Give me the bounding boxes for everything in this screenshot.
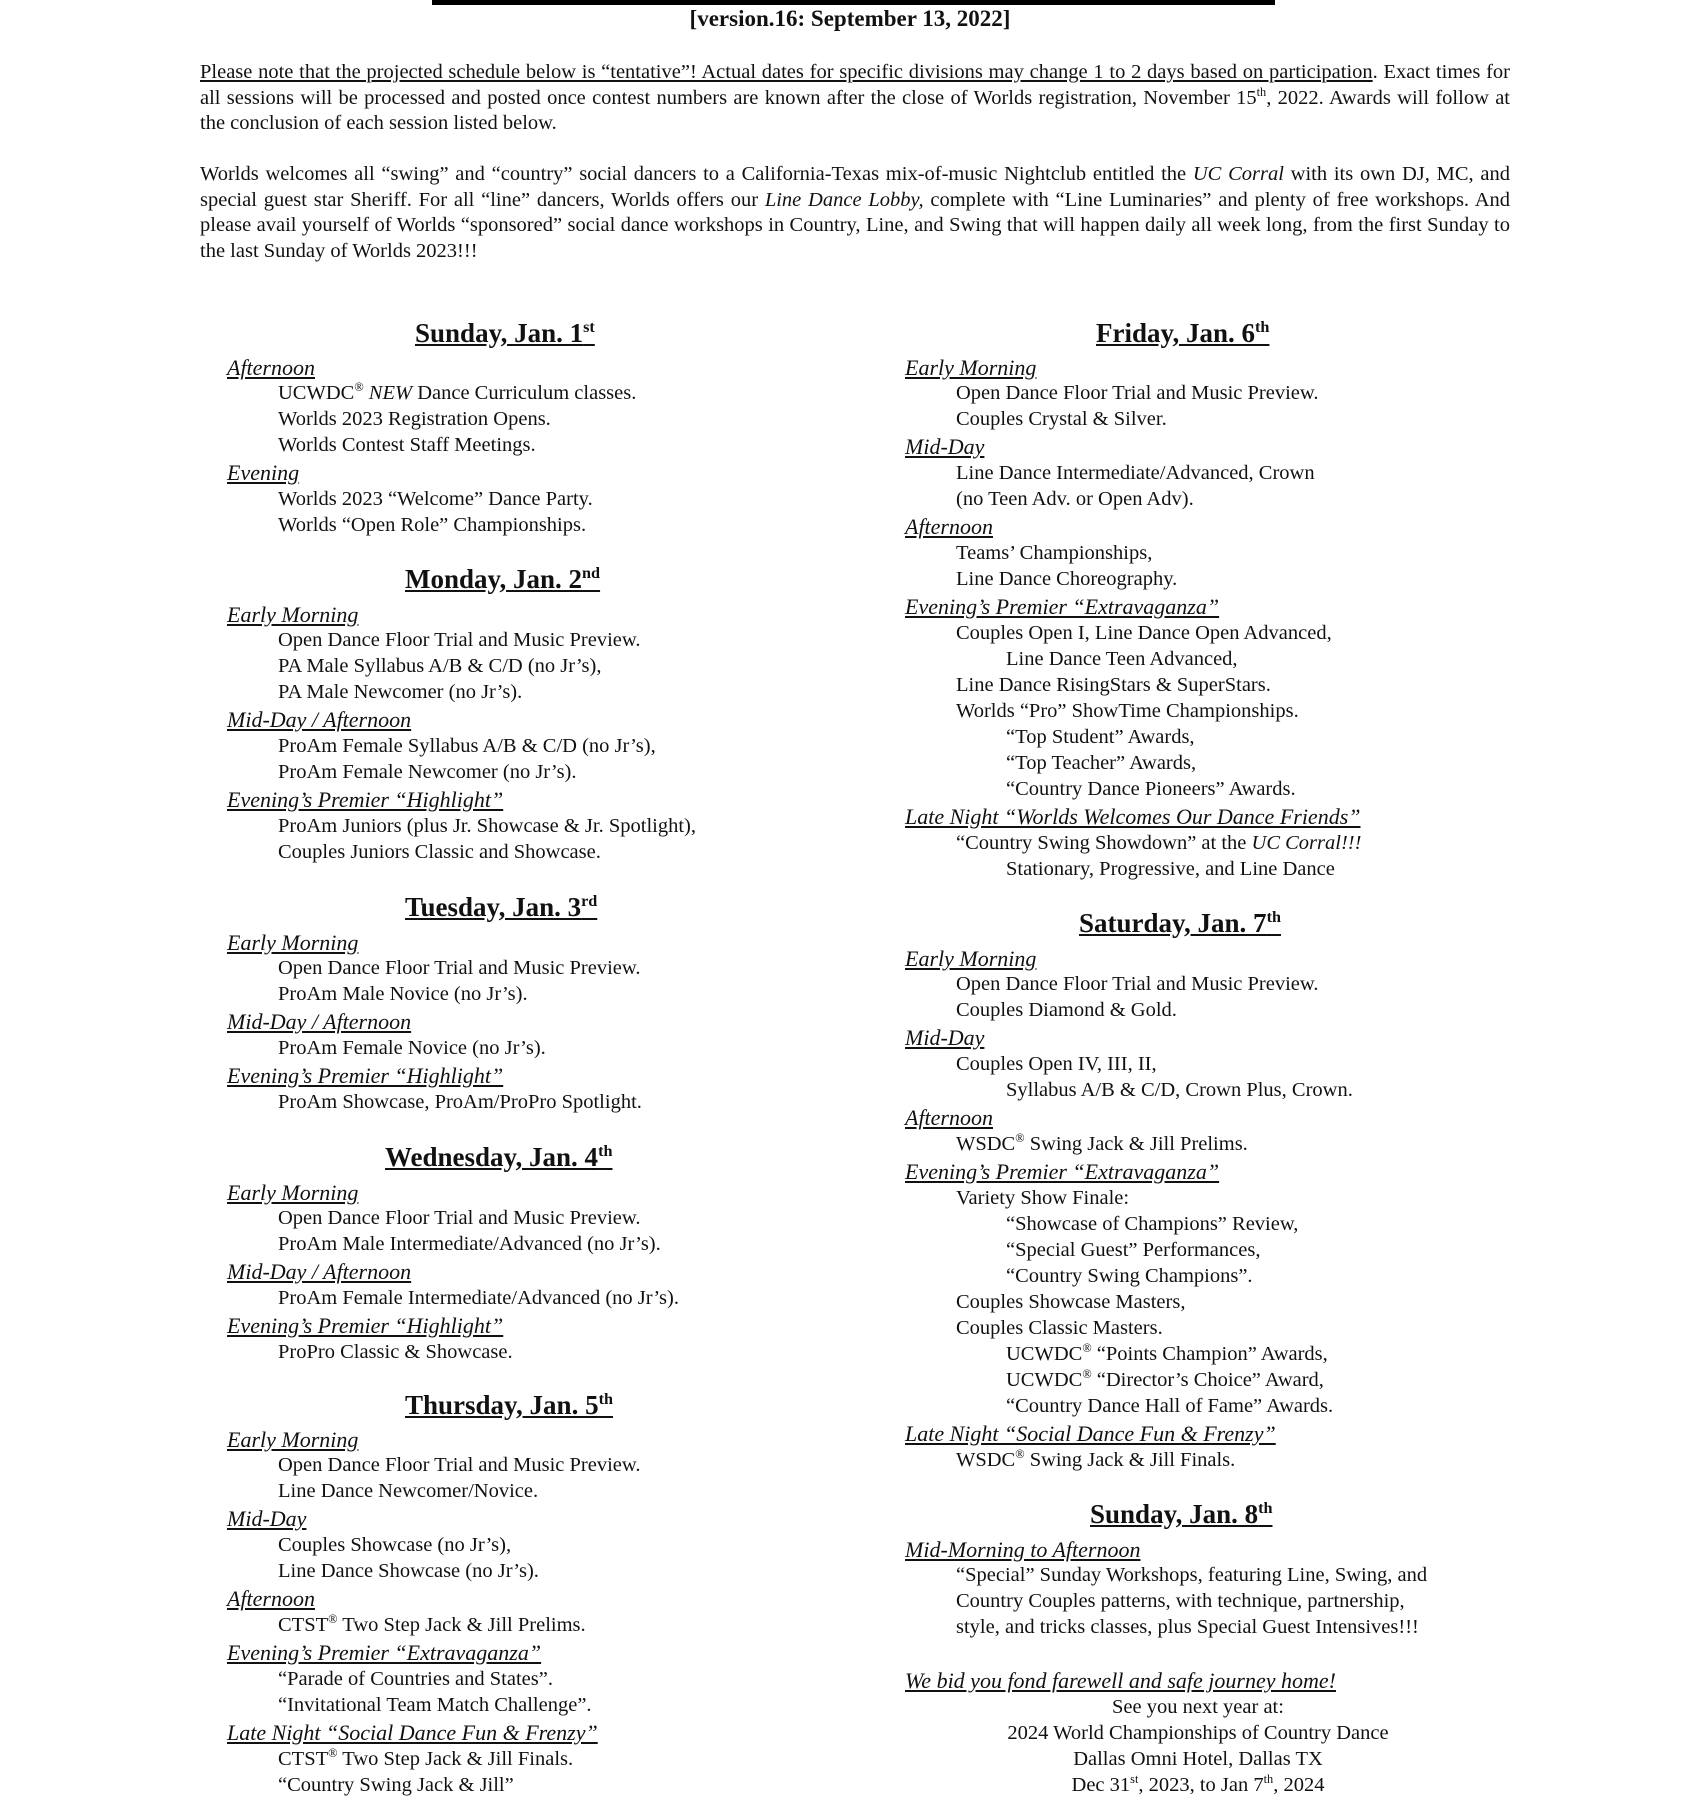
schedule-item: “Top Teacher” Awards, xyxy=(1006,752,1197,774)
schedule-item: Syllabus A/B & C/D, Crown Plus, Crown. xyxy=(1006,1079,1353,1101)
segment-mid-day: Mid-Day xyxy=(905,1025,985,1050)
schedule-item: ProAm Female Novice (no Jr’s). xyxy=(278,1037,546,1059)
schedule-item: Line Dance Teen Advanced, xyxy=(1006,648,1238,670)
schedule-item: “Invitational Team Match Challenge”. xyxy=(278,1694,592,1716)
schedule-item: UCWDC® “Points Champion” Awards, xyxy=(1006,1341,1328,1365)
farewell-see-you: See you next year at: xyxy=(1112,1696,1284,1718)
segment-evening-extravaganza: Evening’s Premier “Extravaganza” xyxy=(905,594,1220,619)
segment-mid-day-afternoon: Mid-Day / Afternoon xyxy=(227,707,412,732)
schedule-item: CTST® Two Step Jack & Jill Prelims. xyxy=(278,1612,586,1636)
schedule-item: “Showcase of Champions” Review, xyxy=(1006,1213,1299,1235)
next-event-dates: Dec 31st, 2023, to Jan 7th, 2024 xyxy=(1071,1772,1325,1796)
schedule-item: Couples Open I, Line Dance Open Advanced, xyxy=(956,622,1332,644)
schedule-item: “Country Dance Hall of Fame” Awards. xyxy=(1006,1395,1334,1417)
day-heading-sunday-jan-8: Sunday, Jan. 8th xyxy=(1090,1499,1273,1529)
schedule-item: UCWDC® NEW Dance Curriculum classes. xyxy=(278,380,637,404)
schedule-item: Open Dance Floor Trial and Music Preview. xyxy=(278,629,641,651)
schedule-item: Line Dance Showcase (no Jr’s). xyxy=(278,1560,539,1582)
schedule-item: Variety Show Finale: xyxy=(956,1187,1130,1209)
schedule-item: “Country Swing Champions”. xyxy=(1006,1265,1253,1287)
intro-paragraph-1 xyxy=(200,60,1510,137)
day-heading-saturday-jan-7: Saturday, Jan. 7th xyxy=(1079,908,1281,938)
schedule-item: Open Dance Floor Trial and Music Preview. xyxy=(956,382,1319,404)
day-heading-thursday-jan-5: Thursday, Jan. 5th xyxy=(405,1390,613,1420)
schedule-item: Couples Diamond & Gold. xyxy=(956,999,1177,1021)
segment-afternoon: Afternoon xyxy=(905,514,993,539)
segment-afternoon: Afternoon xyxy=(227,1586,315,1611)
segment-early-morning: Early Morning xyxy=(905,355,1037,380)
segment-mid-day-afternoon: Mid-Day / Afternoon xyxy=(227,1009,412,1034)
segment-late-night: Late Night “Social Dance Fun & Frenzy” xyxy=(905,1421,1276,1446)
schedule-item: Worlds “Pro” ShowTime Championships. xyxy=(956,700,1299,722)
segment-late-night: Late Night “Social Dance Fun & Frenzy” xyxy=(227,1720,598,1745)
segment-evening-highlight: Evening’s Premier “Highlight” xyxy=(227,1313,504,1338)
schedule-item: ProAm Female Intermediate/Advanced (no Jr’s). xyxy=(278,1287,679,1309)
schedule-item: “Top Student” Awards, xyxy=(1006,726,1195,748)
schedule-item: Line Dance Choreography. xyxy=(956,568,1178,590)
schedule-item: Open Dance Floor Trial and Music Preview. xyxy=(956,973,1319,995)
top-rule xyxy=(432,0,1275,5)
schedule-item: “Country Swing Jack & Jill” xyxy=(278,1774,514,1796)
schedule-item: ProAm Showcase, ProAm/ProPro Spotlight. xyxy=(278,1091,642,1113)
schedule-item: Worlds 2023 “Welcome” Dance Party. xyxy=(278,488,593,510)
segment-evening-highlight: Evening’s Premier “Highlight” xyxy=(227,1063,504,1088)
schedule-item: Open Dance Floor Trial and Music Preview. xyxy=(278,1454,641,1476)
intro-text: with its own DJ, MC, and special guest star Sheriff. For all “line” dancers, Worlds offers our xyxy=(200,163,1511,211)
segment-early-morning: Early Morning xyxy=(227,1180,359,1205)
segment-mid-morning-to-afternoon: Mid-Morning to Afternoon xyxy=(905,1537,1141,1562)
segment-evening-extravaganza: Evening’s Premier “Extravaganza” xyxy=(227,1640,542,1665)
schedule-item: “Parade of Countries and States”. xyxy=(278,1668,553,1690)
schedule-item: Couples Crystal & Silver. xyxy=(956,408,1167,430)
farewell-line: We bid you fond farewell and safe journey home! xyxy=(905,1668,1336,1693)
schedule-item: UCWDC® “Director’s Choice” Award, xyxy=(1006,1367,1324,1391)
segment-early-morning: Early Morning xyxy=(227,602,359,627)
schedule-item: Couples Showcase (no Jr’s), xyxy=(278,1534,512,1556)
schedule-item: (no Teen Adv. or Open Adv). xyxy=(956,488,1194,510)
segment-early-morning: Early Morning xyxy=(227,1427,359,1452)
schedule-item: Line Dance RisingStars & SuperStars. xyxy=(956,674,1271,696)
uc-corral-name: UC Corral xyxy=(1192,163,1284,185)
day-heading-wednesday-jan-4: Wednesday, Jan. 4th xyxy=(385,1142,613,1172)
intro-text: . Exact times for all sessions will be processed and posted once contest numbers are known after the close of Worlds registration, November 15 xyxy=(200,61,1510,109)
schedule-item: Worlds Contest Staff Meetings. xyxy=(278,434,536,456)
segment-mid-day-afternoon: Mid-Day / Afternoon xyxy=(227,1259,412,1284)
segment-mid-day: Mid-Day xyxy=(905,434,985,459)
schedule-item: Open Dance Floor Trial and Music Preview. xyxy=(278,1207,641,1229)
schedule-item: “Special” Sunday Workshops, featuring Line, Swing, and xyxy=(956,1564,1428,1586)
segment-evening-extravaganza: Evening’s Premier “Extravaganza” xyxy=(905,1159,1220,1184)
schedule-item: ProAm Female Syllabus A/B & C/D (no Jr’s), xyxy=(278,735,656,757)
segment-late-night: Late Night “Worlds Welcomes Our Dance Friends” xyxy=(905,804,1361,829)
schedule-item: PA Male Newcomer (no Jr’s). xyxy=(278,681,523,703)
segment-evening: Evening xyxy=(227,460,300,485)
day-heading-friday-jan-6: Friday, Jan. 6th xyxy=(1096,318,1270,348)
schedule-item: Open Dance Floor Trial and Music Preview. xyxy=(278,957,641,979)
schedule-item: ProAm Male Novice (no Jr’s). xyxy=(278,983,528,1005)
segment-early-morning: Early Morning xyxy=(227,930,359,955)
intro-text: , 2022. Awards will follow at the conclusion of each session listed below. xyxy=(200,86,1510,134)
schedule-item: Line Dance Newcomer/Novice. xyxy=(278,1480,539,1502)
schedule-item: Couples Classic Masters. xyxy=(956,1317,1163,1339)
schedule-item: Worlds 2023 Registration Opens. xyxy=(278,408,551,430)
tentative-notice: Please note that the projected schedule below is “tentative”! Actual dates for specific divisions may change 1 to 2 days based on participation xyxy=(200,61,1373,83)
schedule-item: Couples Juniors Classic and Showcase. xyxy=(278,841,601,863)
segment-afternoon: Afternoon xyxy=(905,1105,993,1130)
schedule-item: “Special Guest” Performances, xyxy=(1006,1239,1261,1261)
segment-evening-highlight: Evening’s Premier “Highlight” xyxy=(227,787,504,812)
schedule-item: WSDC® Swing Jack & Jill Prelims. xyxy=(956,1131,1248,1155)
schedule-item: ProAm Juniors (plus Jr. Showcase & Jr. Spotlight), xyxy=(278,815,696,837)
segment-early-morning: Early Morning xyxy=(905,946,1037,971)
day-heading-tuesday-jan-3: Tuesday, Jan. 3rd xyxy=(405,892,598,922)
schedule-item: “Country Swing Showdown” at the UC Corral!!! xyxy=(956,832,1362,854)
day-heading-monday-jan-2: Monday, Jan. 2nd xyxy=(405,564,601,594)
schedule-item: Teams’ Championships, xyxy=(956,542,1153,564)
schedule-item: Country Couples patterns, with technique, partnership, xyxy=(956,1590,1405,1612)
schedule-item: Stationary, Progressive, and Line Dance xyxy=(1006,858,1335,880)
schedule-item: Couples Open IV, III, II, xyxy=(956,1053,1157,1075)
line-dance-lobby-name: Line Dance Lobby, xyxy=(764,188,924,211)
segment-afternoon: Afternoon xyxy=(227,355,315,380)
schedule-item: “Country Dance Pioneers” Awards. xyxy=(1006,778,1296,800)
intro-text: complete with “Line Luminaries” and plenty of free workshops. And please avail yourself of Worlds “sponsored” social dance workshops in Country, Line, and Swing that will happen daily all week long, from the first Sunday to the last Sunday of Worlds 2023!!! xyxy=(200,188,1511,262)
schedule-item: PA Male Syllabus A/B & C/D (no Jr’s), xyxy=(278,655,602,677)
day-heading-sunday-jan-1: Sunday, Jan. 1st xyxy=(415,318,595,348)
schedule-item: WSDC® Swing Jack & Jill Finals. xyxy=(956,1447,1236,1471)
schedule-item: Couples Showcase Masters, xyxy=(956,1291,1186,1313)
superscript: th xyxy=(1256,84,1267,99)
schedule-item: Worlds “Open Role” Championships. xyxy=(278,514,587,536)
schedule-item: Line Dance Intermediate/Advanced, Crown xyxy=(956,462,1315,484)
version-line: [version.16: September 13, 2022] xyxy=(689,6,1011,31)
intro-paragraph-2 xyxy=(200,162,1510,264)
schedule-item: style, and tricks classes, plus Special Guest Intensives!!! xyxy=(956,1616,1419,1638)
next-event-name: 2024 World Championships of Country Dance xyxy=(1007,1722,1389,1744)
next-event-venue: Dallas Omni Hotel, Dallas TX xyxy=(1073,1748,1323,1770)
schedule-item: CTST® Two Step Jack & Jill Finals. xyxy=(278,1746,574,1770)
schedule-item: ProPro Classic & Showcase. xyxy=(278,1341,513,1363)
segment-mid-day: Mid-Day xyxy=(227,1506,307,1531)
schedule-item: ProAm Female Newcomer (no Jr’s). xyxy=(278,761,577,783)
intro-text: Worlds welcomes all “swing” and “country” social dancers to a California-Texas mix-of-music Nightclub entitled the xyxy=(200,163,1193,185)
schedule-item: ProAm Male Intermediate/Advanced (no Jr’s). xyxy=(278,1233,661,1255)
